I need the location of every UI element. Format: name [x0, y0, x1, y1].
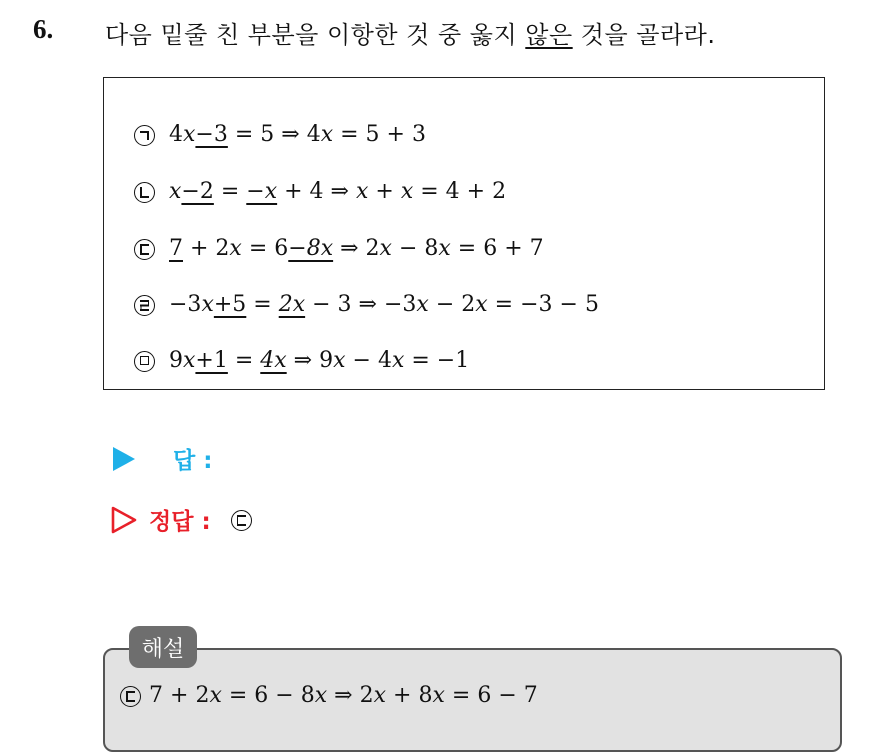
option-5-equation	[169, 348, 469, 373]
outline-triangle-icon	[111, 506, 137, 534]
correct-answer-row	[111, 503, 266, 536]
option-1-part-1: x	[183, 122, 196, 147]
option-4	[134, 292, 599, 317]
option-4-part-9: = −3 − 5	[487, 292, 599, 317]
option-5	[134, 348, 469, 373]
circled-giyeok-marker	[134, 125, 155, 146]
answer-row	[113, 442, 212, 475]
question-text-before: 다음 밑줄 친 부분을 이항한 것 중 옳지	[105, 21, 526, 49]
option-4-part-8: x	[475, 292, 488, 317]
option-5-part-0: 9	[169, 348, 183, 373]
option-3-part-4: −8x	[288, 236, 334, 261]
option-2	[134, 179, 506, 204]
option-3-part-7: − 8	[391, 236, 439, 261]
option-5-part-9: = −1	[404, 348, 470, 373]
option-2-part-5: x	[355, 179, 369, 204]
option-5-part-1: x	[183, 348, 196, 373]
explanation-equation	[149, 683, 538, 708]
option-4-part-6: x	[416, 292, 429, 317]
question-text-underlined: 않은	[525, 21, 573, 49]
option-2-part-6: +	[368, 179, 401, 204]
option-5-part-8: x	[391, 348, 405, 373]
option-3-part-3: = 6	[241, 236, 289, 261]
option-3-part-6: x	[379, 236, 392, 261]
option-1-part-3: = 5 ⇒ 4	[227, 122, 321, 147]
option-3	[134, 236, 544, 261]
option-1-part-2: −3	[195, 122, 228, 147]
option-2-part-8: = 4 + 2	[413, 179, 507, 204]
option-2-part-0: x	[169, 179, 182, 204]
explanation-text: 7 + 2x = 6 − 8x ⇒ 2x + 8x = 6 − 7	[149, 683, 538, 708]
option-5-part-4: 4x	[260, 348, 287, 373]
option-1-equation	[169, 122, 426, 147]
circled-mieum-marker	[134, 351, 155, 372]
option-5-part-7: − 4	[345, 348, 392, 373]
explanation-tab: 해설	[129, 626, 197, 668]
correct-answer-digeut-marker	[231, 510, 252, 531]
circled-digeut-marker	[134, 239, 155, 260]
option-1-part-0: 4	[169, 122, 183, 147]
option-2-part-3: −x	[246, 179, 278, 204]
option-5-part-5: ⇒ 9	[286, 348, 334, 373]
option-1	[134, 122, 426, 147]
option-4-part-3: =	[246, 292, 279, 317]
question-number: 6.	[33, 14, 54, 44]
correct-answer-label: 정답 :	[149, 509, 211, 535]
explanation-line	[120, 683, 538, 708]
circled-rieul-marker	[134, 295, 155, 316]
option-2-part-1: −2	[181, 179, 214, 204]
explanation-digeut-marker	[120, 686, 141, 707]
option-4-part-5: − 3 ⇒ −3	[305, 292, 417, 317]
option-4-part-7: − 2	[428, 292, 476, 317]
option-2-part-7: x	[400, 179, 414, 204]
answer-label: 답 :	[173, 448, 213, 474]
question-text-after: 것을 골라라.	[572, 21, 716, 49]
question-text	[105, 15, 715, 50]
option-5-part-3: =	[227, 348, 261, 373]
option-4-part-4: 2x	[278, 292, 306, 317]
option-3-equation	[169, 236, 544, 261]
option-3-part-5: ⇒ 2	[333, 236, 380, 261]
options-box	[103, 77, 825, 390]
option-3-part-0: 7	[169, 236, 183, 261]
option-4-part-0: −3	[169, 292, 202, 317]
option-4-equation	[169, 292, 599, 317]
option-3-part-8: x	[438, 236, 451, 261]
option-4-part-1: x	[201, 292, 214, 317]
filled-triangle-icon	[113, 447, 135, 471]
option-2-part-2: =	[213, 179, 247, 204]
option-3-part-1: + 2	[183, 236, 230, 261]
option-2-equation	[169, 179, 506, 204]
option-1-part-5: = 5 + 3	[333, 122, 426, 147]
option-2-part-4: + 4 ⇒	[277, 179, 356, 204]
option-1-part-4: x	[320, 122, 334, 147]
circled-nieun-marker	[134, 182, 155, 203]
option-3-part-2: x	[229, 236, 242, 261]
option-5-part-6: x	[333, 348, 346, 373]
option-4-part-2: +5	[213, 292, 247, 317]
option-5-part-2: +1	[195, 348, 228, 373]
option-3-part-9: = 6 + 7	[450, 236, 544, 261]
